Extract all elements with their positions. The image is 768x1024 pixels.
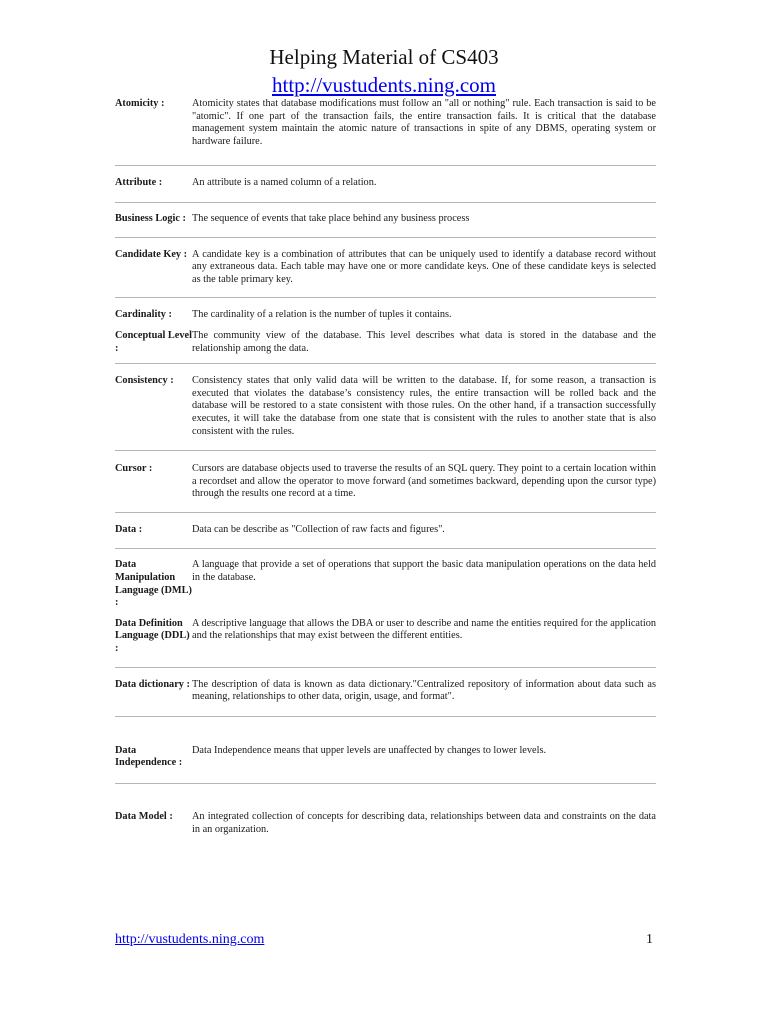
glossary-term: Cardinality : [115, 309, 172, 321]
glossary-definition: Data can be describe as "Collection of raw facts and figures". [192, 523, 445, 535]
glossary-definition: An integrated collection of concepts for describing data, relationships between data and constraints on the data in an organization. [192, 811, 656, 835]
glossary-term: Data Independence : [115, 744, 183, 769]
glossary-definition: Atomicity states that database modifications must follow an "all or nothing" rule. Each transaction is said to be "atomic". If one part of the transaction fails, the entire transaction fails. It is critical that the database management system maintain the atomic nature of transactions in spite of any DBMS, operating system or hardware failure. [192, 98, 656, 147]
glossary-definition: Consistency states that only valid data will be written to the database. If, for some reason, a transaction is executed that violates the database’s consistency rules, the entire transaction will be rolled back and the database will be restored to a state consistent with those rules. On the other hand, if a transaction successfully executes, it will take the database from one state that is consistent with the rules to another state that is also consistent with the rules. [192, 375, 656, 437]
glossary-entry-atomicity [115, 98, 656, 148]
glossary-term: Candidate Key : [115, 248, 188, 260]
glossary-term: Business Logic : [115, 212, 186, 224]
separator-line [115, 716, 656, 717]
glossary-definition: Cursors are database objects used to traverse the results of an SQL query. They point to a certain location within a recordset and allow the operator to move forward (and sometimes backward, depending upon the cursor type) through the results one record at a time. [192, 463, 656, 500]
glossary-term: Attribute : [115, 177, 163, 189]
glossary-entry-candidate-key [115, 249, 656, 287]
glossary-definition: The cardinality of a relation is the number of tuples it contains. [192, 309, 452, 321]
page-title: Helping Material of CS403 [269, 45, 499, 69]
glossary-entry-data-dictionary [115, 679, 656, 704]
glossary-definition: A candidate key is a combination of attributes that can be uniquely used to identify a database record without any extraneous data. Each table may have one or more candidate keys. One of these candidate keys is selected as the table primary key. [192, 248, 656, 285]
separator-line [115, 237, 656, 238]
glossary-entry-cursor [115, 463, 656, 501]
glossary-list [115, 98, 656, 836]
glossary-term: Data dictionary : [115, 678, 190, 690]
site-link[interactable]: http://vustudents.ning.com [272, 73, 496, 97]
glossary-entry-data-independence [115, 745, 656, 770]
footer-link[interactable]: http://vustudents.ning.com [115, 932, 265, 947]
glossary-term: Data Definition Language (DDL) : [115, 617, 190, 655]
page-number: 1 [646, 932, 653, 947]
glossary-entry-consistency [115, 375, 656, 438]
glossary-definition: An attribute is a named column of a relation. [192, 177, 377, 189]
glossary-entry-business-logic [115, 213, 656, 226]
glossary-entry-data-model [115, 811, 656, 836]
separator-line [115, 363, 656, 364]
glossary-definition: The sequence of events that take place behind any business process [192, 212, 470, 224]
separator-line [115, 548, 656, 549]
glossary-term: Atomicity : [115, 98, 165, 109]
separator-line [115, 202, 656, 203]
glossary-definition: The description of data is known as data dictionary."Centralized repository of information about data such as meaning, relationships to other data, origin, usage, and format". [192, 678, 656, 703]
glossary-entry-conceptual-level [115, 330, 656, 355]
glossary-entry-dml [115, 559, 656, 609]
glossary-entry-data [115, 524, 656, 537]
glossary-term: Consistency : [115, 375, 174, 387]
page-header [0, 44, 768, 98]
separator-line [115, 667, 656, 668]
separator-line [115, 783, 656, 784]
separator-line [115, 297, 656, 298]
glossary-entry-cardinality [115, 309, 656, 322]
separator-line [115, 450, 656, 451]
glossary-definition: A language that provide a set of operations that support the basic data manipulation operations on the data held in the database. [192, 559, 656, 584]
glossary-term: Data : [115, 523, 143, 535]
glossary-term: Data Model : [115, 811, 173, 822]
glossary-entry-ddl [115, 618, 656, 656]
glossary-definition: The community view of the database. This level describes what data is stored in the database and the relationship among the data. [192, 329, 656, 354]
glossary-term: Data Manipulation Language (DML) : [115, 559, 192, 609]
glossary-definition: A descriptive language that allows the DBA or user to describe and name the entities required for the application and the relationships that may exist between the different entities. [192, 617, 656, 642]
glossary-definition: Data Independence means that upper levels are unaffected by changes to lower levels. [192, 744, 547, 756]
separator-line [115, 512, 656, 513]
glossary-entry-attribute [115, 177, 656, 190]
glossary-term: Cursor : [115, 463, 153, 475]
glossary-term: Conceptual Level : [115, 329, 192, 354]
separator-line [115, 165, 656, 166]
